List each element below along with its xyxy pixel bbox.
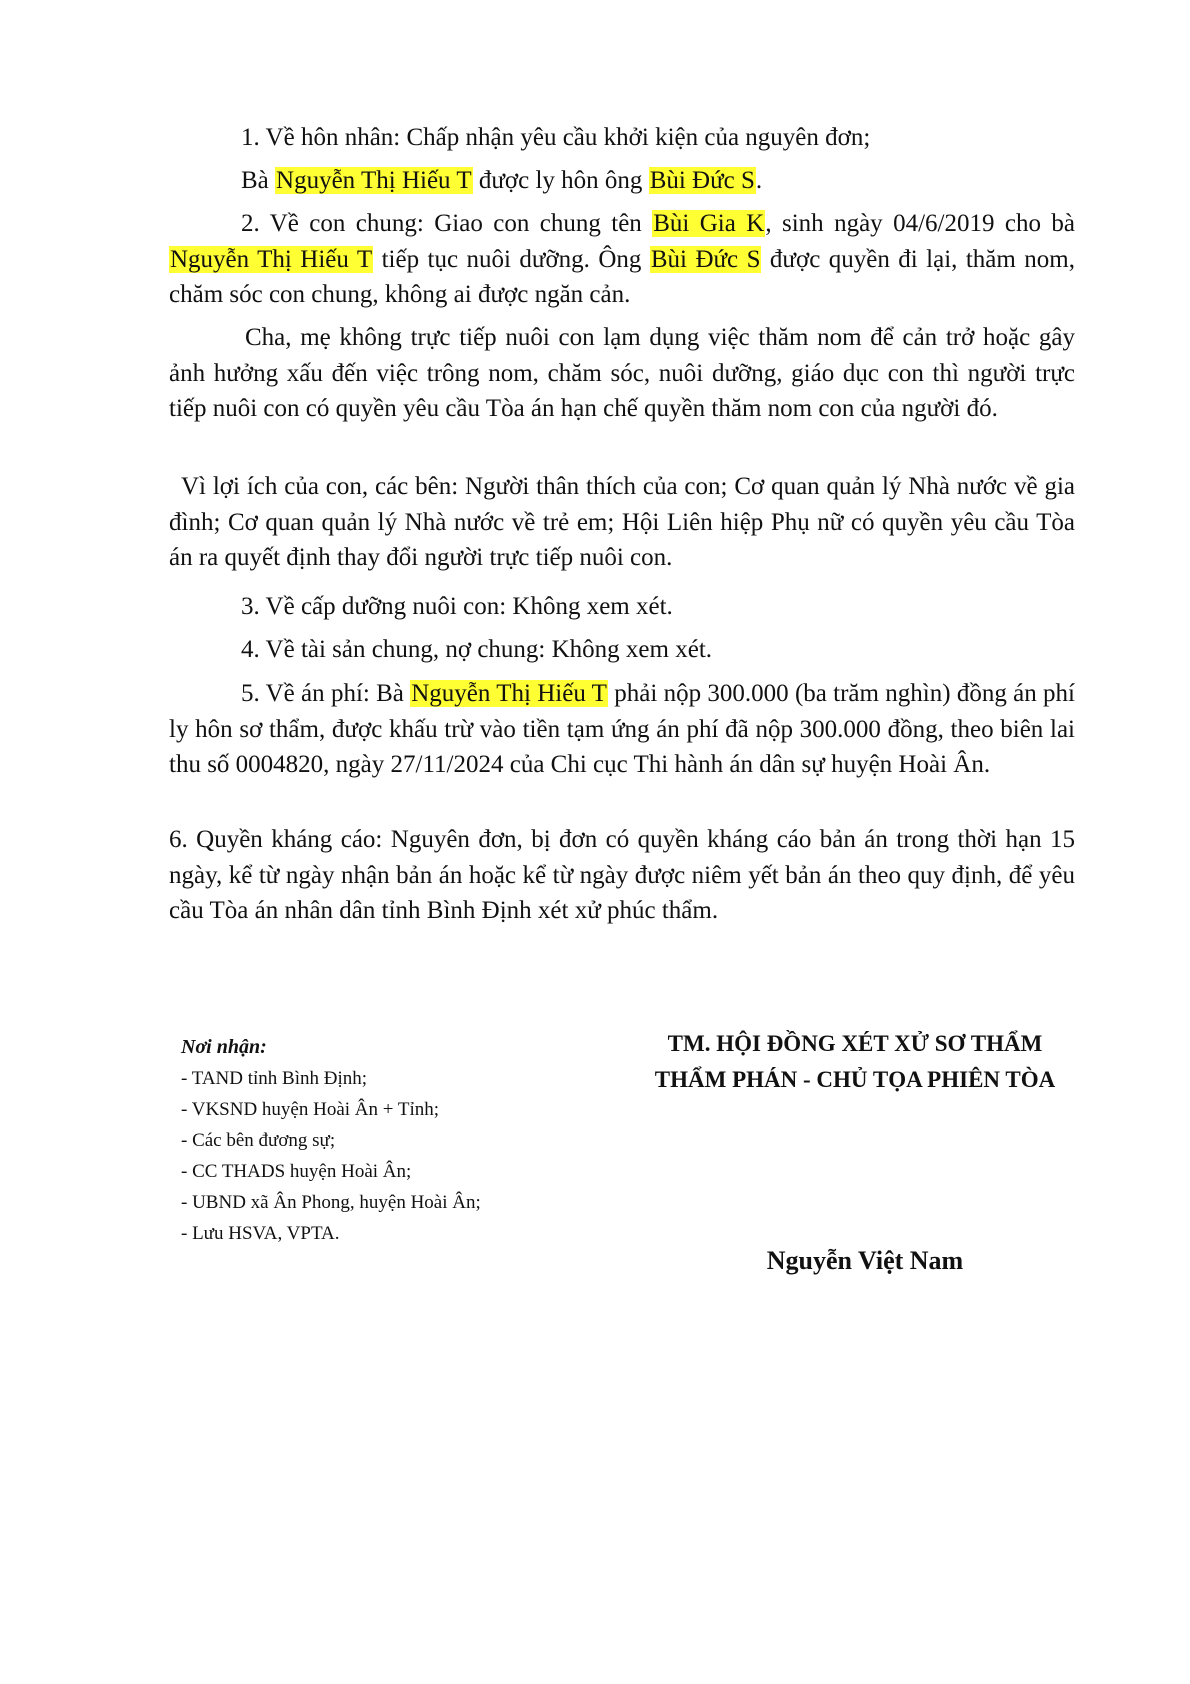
recipient-item: - UBND xã Ân Phong, huyện Hoài Ân; (181, 1192, 481, 1213)
recipients-title: Nơi nhận: (181, 1036, 267, 1058)
recipient-item: - Lưu HSVA, VPTA. (181, 1223, 340, 1244)
recipient-item: - Các bên đương sự; (181, 1130, 336, 1151)
recipient-item: - VKSND huyện Hoài Ân + Tỉnh; (181, 1099, 440, 1120)
text: phải nộp 300.000 (ba trăm nghìn) đồng án phí ly hôn sơ thẩm, được khấu trừ vào tiền tạm ứng án phí đã nộp 300.000 đồng, theo biên lai thu số 0004820, ngày 27/11/2024 của Chi cục Thi hành án dân sự huyện Hoài Ân. (169, 680, 1075, 778)
text: 2. Về con chung: Giao con chung tên (241, 210, 653, 237)
text: 5. Về án phí: Bà (241, 680, 411, 707)
section-child (169, 206, 1075, 313)
section-court-fee (169, 676, 1075, 783)
signer-name: Nguyễn Việt Nam (766, 1246, 964, 1275)
recipient-item: - CC THADS huyện Hoài Ân; (181, 1161, 412, 1182)
signature-title-line1: TM. HỘI ĐỒNG XÉT XỬ SƠ THẨM (667, 1031, 1043, 1056)
recipient-item: - TAND tỉnh Bình Định; (181, 1068, 368, 1089)
defendant-name: Bùi Đức S (649, 167, 755, 194)
text: Bà (241, 167, 276, 194)
divorce-line (169, 163, 1147, 199)
plaintiff-name: Nguyễn Thị Hiếu T (276, 167, 472, 194)
section-support: 3. Về cấp dưỡng nuôi con: Không xem xét. (241, 593, 673, 620)
signature-block (620, 1026, 1090, 1098)
visitation-clause: Cha, mẹ không trực tiếp nuôi con lạm dụng việc thăm nom để cản trở hoặc gây ảnh hưởng xấu đến việc trông nom, chăm sóc, nuôi dưỡng, giáo dục con thì người trực tiếp nuôi con có quyền yêu cầu Tòa án hạn chế quyền thăm nom con của người đó. (169, 324, 1075, 422)
text: được quyền đi lại, thăm nom, chăm sóc con chung, không ai được ngăn cản. (169, 245, 1075, 308)
text: , sinh ngày 04/6/2019 cho bà (765, 210, 1075, 237)
defendant-name: Bùi Đức S (650, 245, 761, 273)
section-appeal: 6. Quyền kháng cáo: Nguyên đơn, bị đơn có quyền kháng cáo bản án trong thời hạn 15 ngày, kể từ ngày nhận bản án hoặc kể từ ngày được niêm yết bản án theo quy định, để yêu cầu Tòa án nhân dân tỉnh Bình Định xét xử phúc thẩm. (169, 826, 1075, 924)
text: tiếp tục nuôi dưỡng. Ông (373, 245, 650, 273)
plaintiff-name: Nguyễn Thị Hiếu T (411, 680, 607, 707)
section-marriage: 1. Về hôn nhân: Chấp nhận yêu cầu khởi kiện của nguyên đơn; (241, 124, 871, 151)
signature-title-line2: THẨM PHÁN - CHỦ TỌA PHIÊN TÒA (654, 1067, 1056, 1092)
child-name: Bùi Gia K (653, 210, 765, 237)
plaintiff-name: Nguyễn Thị Hiếu T (170, 245, 373, 273)
text: . (755, 167, 763, 194)
custody-change-clause: Vì lợi ích của con, các bên: Người thân thích của con; Cơ quan quản lý Nhà nước về gia đình; Cơ quan quản lý Nhà nước về trẻ em; Hội Liên hiệp Phụ nữ có quyền yêu cầu Tòa án ra quyết định thay đổi người trực tiếp nuôi con. (169, 473, 1075, 571)
recipients-block (181, 1032, 481, 1249)
text: được ly hôn ông (472, 167, 649, 194)
section-property: 4. Về tài sản chung, nợ chung: Không xem xét. (241, 636, 713, 663)
